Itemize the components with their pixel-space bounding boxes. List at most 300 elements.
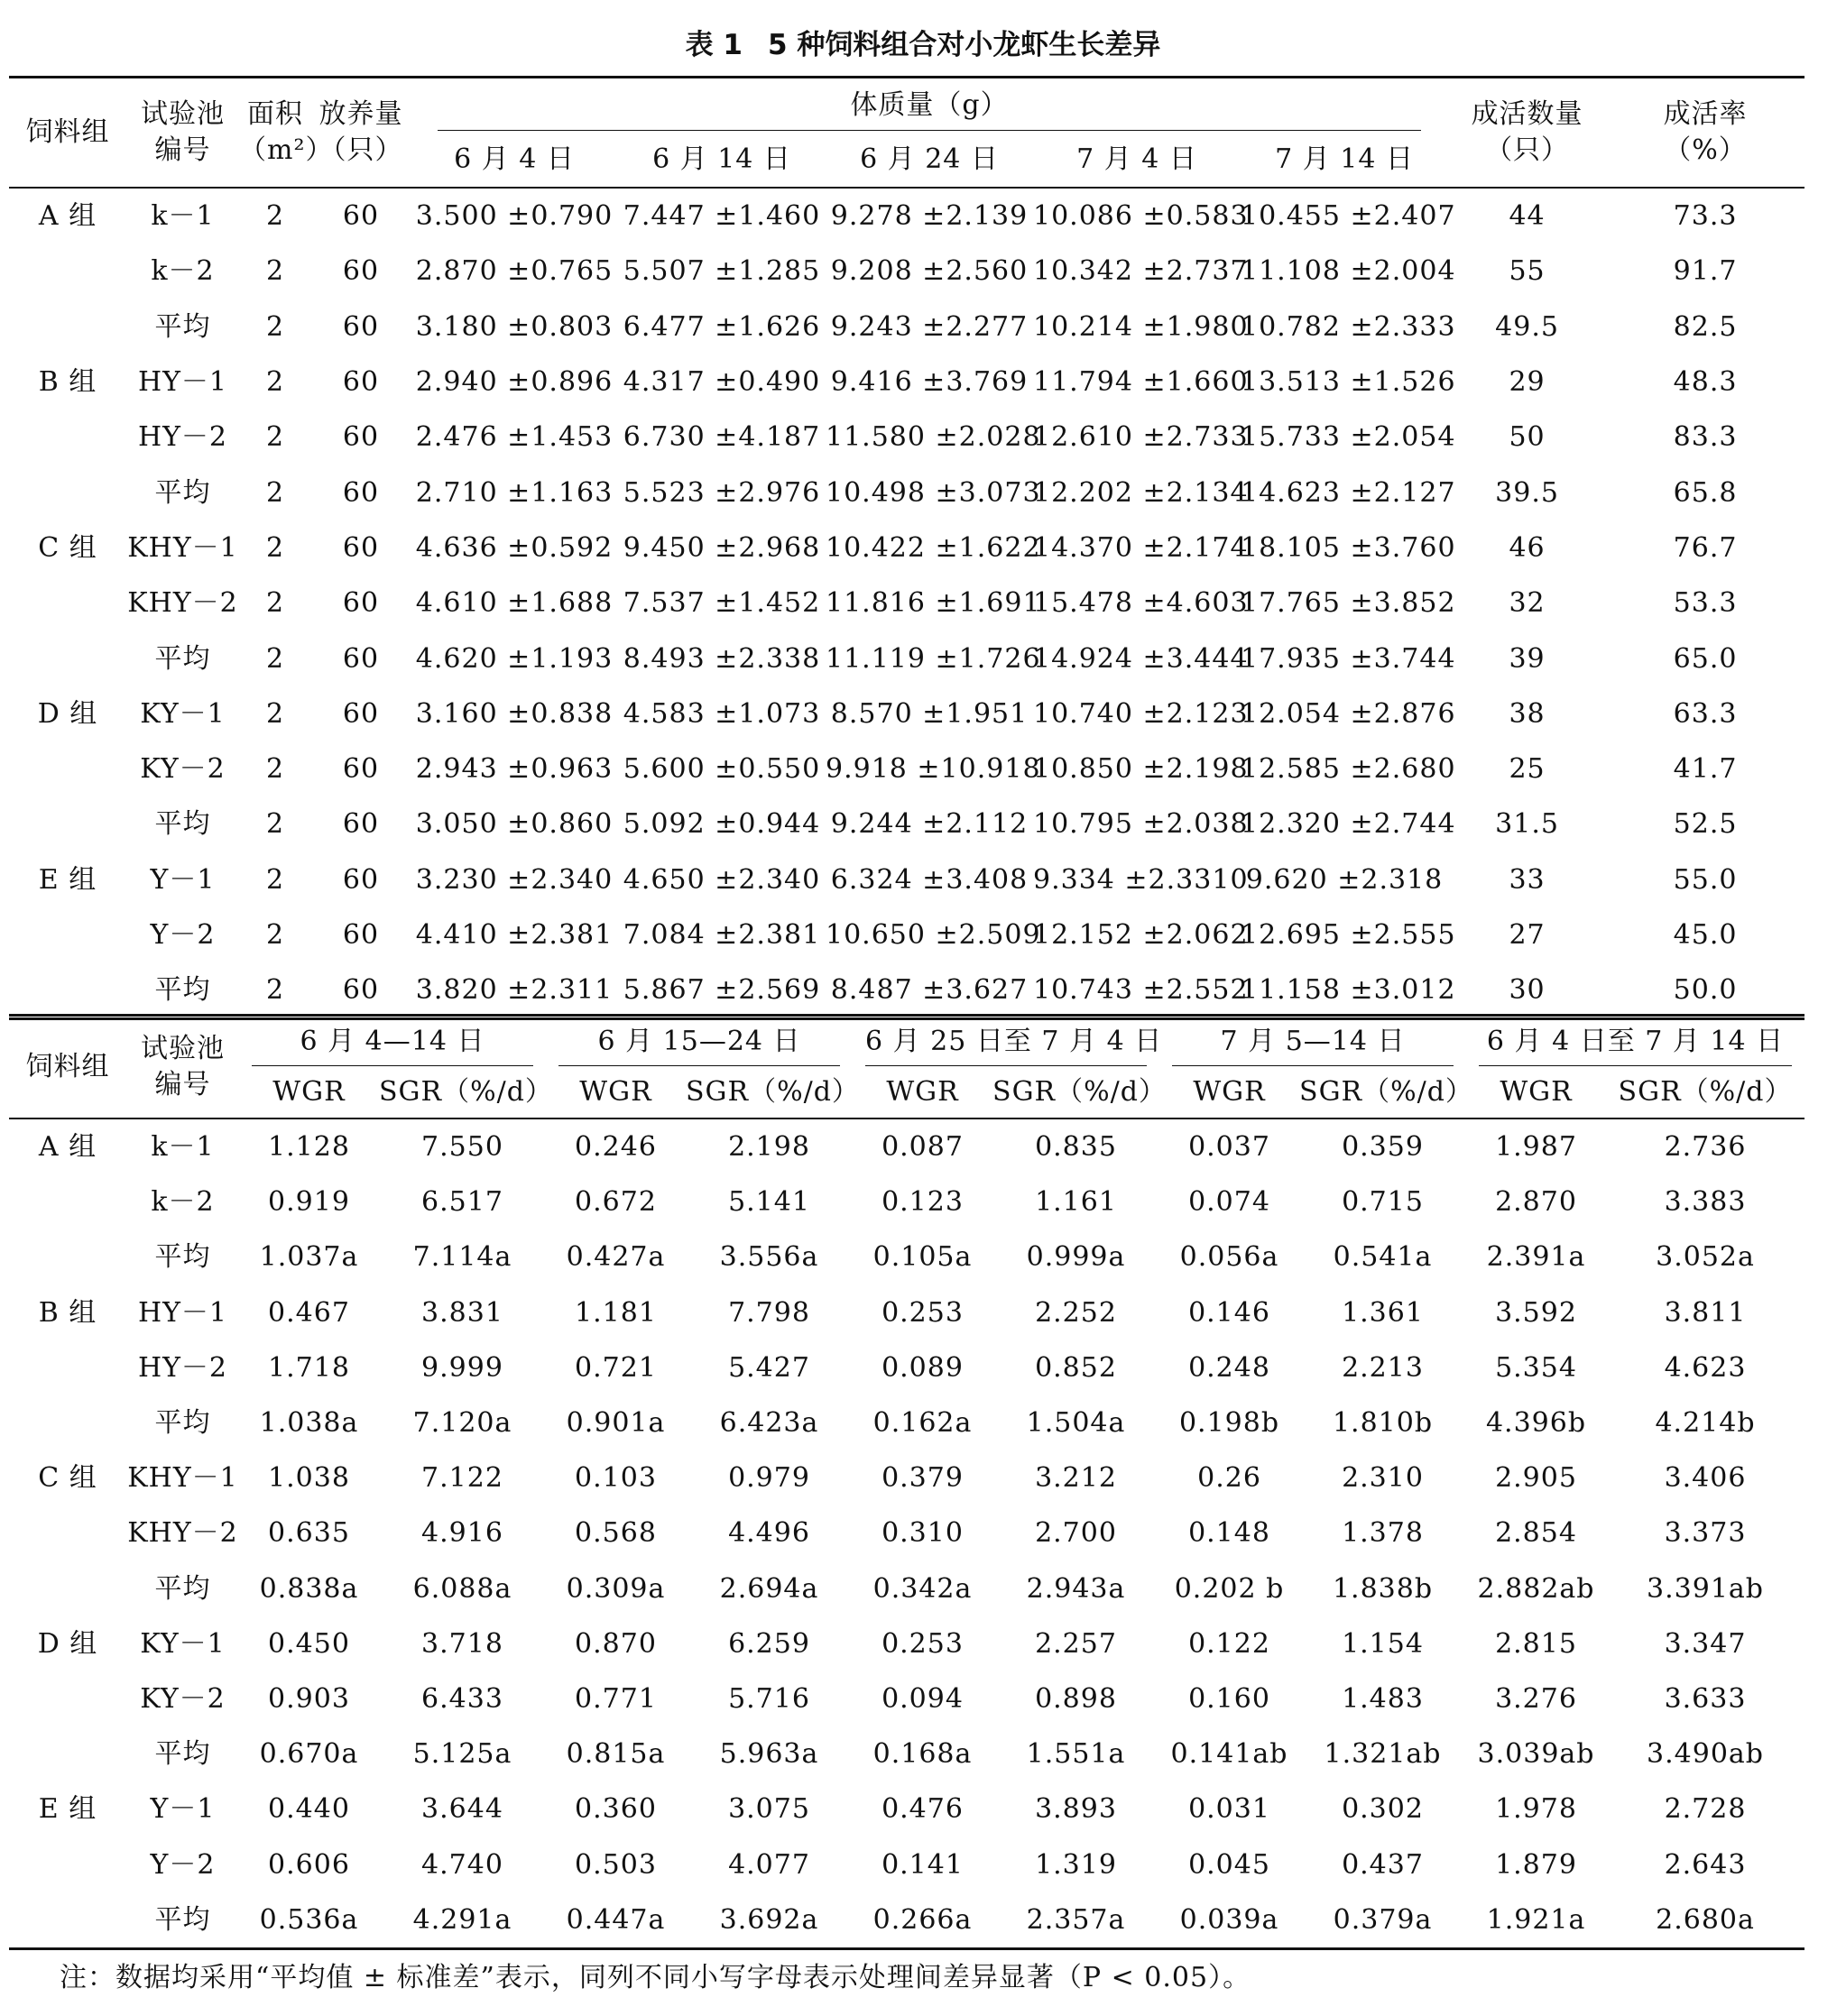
cell-sgr: 3.052a <box>1656 1241 1755 1274</box>
cell-area: 2 <box>265 476 285 509</box>
cell-mass-jun4: 3.820 ±2.311 <box>415 974 614 1007</box>
cell-survival-rate: 83.3 <box>1673 421 1738 454</box>
header-wgr: WGR <box>1466 1067 1606 1118</box>
cell-mass-jun24: 9.918 ±10.918 <box>826 753 1041 786</box>
cell-group <box>9 244 126 299</box>
cell-group <box>9 465 126 520</box>
cell-sgr: 3.633 <box>1664 1682 1747 1715</box>
table-row <box>9 520 1804 575</box>
cell-area: 2 <box>265 697 285 730</box>
cell-sgr: 1.810b <box>1332 1407 1434 1440</box>
header-wgr: WGR <box>546 1067 686 1118</box>
cell-sgr: 3.075 <box>728 1793 810 1826</box>
cell-mass-jul14: 11.108 ±2.004 <box>1241 255 1456 288</box>
cell-pond: KHY－2 <box>127 587 238 620</box>
cell-wgr: 1.038 <box>268 1462 350 1495</box>
cell-group <box>9 299 126 354</box>
cell-wgr: 0.721 <box>575 1351 657 1384</box>
cell-pond: 平均 <box>154 642 211 675</box>
cell-sgr: 3.692a <box>719 1903 819 1936</box>
cell-wgr: 2.391a <box>1486 1241 1586 1274</box>
cell-survive-count: 25 <box>1509 753 1546 786</box>
cell-pond: 平均 <box>154 1241 211 1274</box>
cell-sgr: 4.916 <box>421 1517 503 1550</box>
cell-sgr: 3.718 <box>421 1627 503 1660</box>
header-survive-count: 成活数量 （只） <box>1448 78 1606 189</box>
table-row <box>9 852 1804 907</box>
cell-sgr: 3.373 <box>1664 1517 1747 1550</box>
header-date: 6 月 4 日 <box>411 133 618 188</box>
cell-sgr: 4.214b <box>1655 1407 1756 1440</box>
cell-wgr: 0.467 <box>268 1296 350 1329</box>
cell-sgr: 2.700 <box>1035 1517 1117 1550</box>
cell-sgr: 7.122 <box>421 1462 503 1495</box>
cell-mass-jul14: 10.782 ±2.333 <box>1241 310 1456 343</box>
cell-wgr: 0.105a <box>872 1241 973 1274</box>
cell-mass-jun24: 8.570 ±1.951 <box>830 697 1029 730</box>
cell-sgr: 0.541a <box>1333 1241 1433 1274</box>
header-period: 6 月 4—14 日 <box>239 1016 546 1068</box>
cell-group: E 组 <box>38 1793 97 1826</box>
cell-mass-jun4: 4.610 ±1.688 <box>415 587 614 620</box>
cell-survival-rate: 50.0 <box>1673 974 1738 1007</box>
cell-wgr: 0.26 <box>1197 1462 1261 1495</box>
cell-wgr: 0.266a <box>872 1903 973 1936</box>
cell-sgr: 3.644 <box>421 1793 503 1826</box>
growth-rate-rows <box>9 1118 1804 1948</box>
table-row <box>9 1505 1804 1560</box>
cell-mass-jul4: 10.850 ±2.198 <box>1033 753 1249 786</box>
cell-wgr: 0.253 <box>881 1296 964 1329</box>
cell-wgr: 3.039ab <box>1477 1738 1595 1771</box>
cell-sgr: 4.740 <box>421 1848 503 1881</box>
cell-pond: 平均 <box>154 1738 211 1771</box>
cell-wgr: 2.815 <box>1495 1627 1577 1660</box>
cell-sgr: 6.517 <box>421 1186 503 1219</box>
cell-area: 2 <box>265 919 285 951</box>
cell-wgr: 0.309a <box>566 1572 666 1605</box>
cell-sgr: 6.088a <box>412 1572 512 1605</box>
cell-sgr: 2.694a <box>719 1572 819 1605</box>
cell-survive-count: 27 <box>1509 919 1546 951</box>
cell-sgr: 3.383 <box>1664 1186 1747 1219</box>
cell-wgr: 1.978 <box>1495 1793 1577 1826</box>
cell-sgr: 1.483 <box>1342 1682 1424 1715</box>
cell-pond: HY－2 <box>137 1351 228 1384</box>
cell-wgr: 5.354 <box>1495 1351 1577 1384</box>
cell-mass-jun24: 9.243 ±2.277 <box>830 310 1029 343</box>
header-stock: 放养量 （只） <box>311 78 411 189</box>
cell-survival-rate: 65.0 <box>1673 642 1738 675</box>
cell-survival-rate: 53.3 <box>1673 587 1738 620</box>
cell-group <box>9 410 126 465</box>
cell-sgr: 7.114a <box>412 1241 512 1274</box>
cell-wgr: 0.427a <box>566 1241 666 1274</box>
cell-group <box>9 1395 126 1450</box>
cell-sgr: 9.999 <box>421 1351 503 1384</box>
cell-mass-jun14: 9.450 ±2.968 <box>623 531 821 564</box>
cell-mass-jul4: 9.334 ±2.3310 <box>1033 863 1249 896</box>
cell-wgr: 0.670a <box>259 1738 359 1771</box>
cell-sgr: 3.212 <box>1035 1462 1117 1495</box>
cell-group <box>9 1174 126 1229</box>
cell-group <box>9 1505 126 1560</box>
table-row <box>9 1781 1804 1836</box>
cell-mass-jul4: 12.202 ±2.134 <box>1033 476 1249 509</box>
cell-wgr: 0.606 <box>268 1848 350 1881</box>
cell-survive-count: 44 <box>1509 200 1546 233</box>
cell-mass-jun4: 2.710 ±1.163 <box>415 476 614 509</box>
cell-mass-jun24: 11.119 ±1.726 <box>826 642 1041 675</box>
cell-survival-rate: 55.0 <box>1673 863 1738 896</box>
cell-pond: KY－2 <box>140 753 226 786</box>
table-row <box>9 1340 1804 1395</box>
cell-pond: KY－2 <box>140 1682 226 1715</box>
cell-mass-jun14: 5.507 ±1.285 <box>623 255 821 288</box>
cell-mass-jul14: 12.585 ±2.680 <box>1241 753 1456 786</box>
cell-sgr: 0.359 <box>1342 1131 1424 1164</box>
header-group: 饲料组 <box>9 1016 126 1119</box>
cell-group <box>9 1229 126 1284</box>
cell-mass-jun14: 4.583 ±1.073 <box>623 697 821 730</box>
cell-group <box>9 1561 126 1616</box>
cell-area: 2 <box>265 421 285 454</box>
cell-area: 2 <box>265 808 285 841</box>
cell-wgr: 0.160 <box>1188 1682 1270 1715</box>
cell-survival-rate: 52.5 <box>1673 808 1738 841</box>
cell-mass-jun24: 11.816 ±1.691 <box>826 587 1041 620</box>
cell-survive-count: 32 <box>1509 587 1546 620</box>
cell-survive-count: 33 <box>1509 863 1546 896</box>
cell-mass-jul4: 11.794 ±1.660 <box>1033 366 1249 399</box>
cell-wgr: 0.148 <box>1188 1517 1270 1550</box>
header-wgr: WGR <box>1159 1067 1299 1118</box>
cell-stock: 60 <box>342 531 380 564</box>
header-sgr: SGR（%/d） <box>1299 1067 1466 1118</box>
cell-pond: Y－1 <box>150 1793 216 1826</box>
cell-wgr: 0.919 <box>268 1186 350 1219</box>
cell-wgr: 0.056a <box>1179 1241 1279 1274</box>
cell-stock: 60 <box>342 366 380 399</box>
cell-group: C 组 <box>38 1462 97 1495</box>
cell-stock: 60 <box>342 863 380 896</box>
cell-survive-count: 55 <box>1509 255 1546 288</box>
cell-wgr: 0.901a <box>566 1407 666 1440</box>
cell-wgr: 0.771 <box>575 1682 657 1715</box>
cell-survive-count: 30 <box>1509 974 1546 1007</box>
cell-mass-jun24: 8.487 ±3.627 <box>830 974 1029 1007</box>
cell-survival-rate: 82.5 <box>1673 310 1738 343</box>
header-wgr: WGR <box>853 1067 992 1118</box>
cell-wgr: 1.879 <box>1495 1848 1577 1881</box>
cell-group: D 组 <box>37 697 98 730</box>
cell-stock: 60 <box>342 919 380 951</box>
cell-wgr: 1.921a <box>1486 1903 1586 1936</box>
cell-survival-rate: 41.7 <box>1673 753 1738 786</box>
cell-sgr: 2.943a <box>1026 1572 1126 1605</box>
cell-group <box>9 1726 126 1781</box>
table-row <box>9 354 1804 410</box>
cell-mass-jul4: 10.795 ±2.038 <box>1033 808 1249 841</box>
cell-sgr: 2.213 <box>1342 1351 1424 1384</box>
cell-wgr: 1.181 <box>575 1296 657 1329</box>
cell-mass-jun4: 3.050 ±0.860 <box>415 808 614 841</box>
cell-sgr: 1.551a <box>1026 1738 1126 1771</box>
cell-wgr: 1.037a <box>259 1241 359 1274</box>
cell-wgr: 0.141ab <box>1170 1738 1288 1771</box>
cell-wgr: 0.074 <box>1188 1186 1270 1219</box>
cell-pond: 平均 <box>154 1407 211 1440</box>
cell-sgr: 0.999a <box>1026 1241 1126 1274</box>
cell-group: D 组 <box>37 1627 98 1660</box>
cell-wgr: 3.276 <box>1495 1682 1577 1715</box>
cell-stock: 60 <box>342 200 380 233</box>
cell-mass-jun14: 7.447 ±1.460 <box>623 200 821 233</box>
cell-mass-jul14: 10.455 ±2.407 <box>1241 200 1456 233</box>
body-mass-table <box>9 76 1804 1020</box>
cell-sgr: 4.291a <box>412 1903 512 1936</box>
cell-group <box>9 1892 126 1949</box>
cell-mass-jun24: 6.324 ±3.408 <box>830 863 1029 896</box>
cell-area: 2 <box>265 366 285 399</box>
cell-wgr: 0.162a <box>872 1407 973 1440</box>
cell-wgr: 2.882ab <box>1477 1572 1595 1605</box>
cell-group <box>9 796 126 852</box>
header-group: 饲料组 <box>9 78 126 189</box>
cell-group: A 组 <box>38 1131 97 1164</box>
cell-wgr: 0.476 <box>881 1793 964 1826</box>
cell-area: 2 <box>265 863 285 896</box>
cell-sgr: 1.361 <box>1342 1296 1424 1329</box>
cell-wgr: 0.310 <box>881 1517 964 1550</box>
cell-area: 2 <box>265 531 285 564</box>
cell-wgr: 2.905 <box>1495 1462 1577 1495</box>
table-row <box>9 1892 1804 1949</box>
table-caption: 5 种饲料组合对小龙虾生长差异 <box>768 29 1161 61</box>
cell-area: 2 <box>265 587 285 620</box>
cell-group <box>9 1671 126 1726</box>
cell-pond: Y－2 <box>150 919 216 951</box>
cell-mass-jun4: 4.410 ±2.381 <box>415 919 614 951</box>
cell-mass-jul14: 13.513 ±1.526 <box>1241 366 1456 399</box>
cell-wgr: 0.168a <box>872 1738 973 1771</box>
cell-sgr: 4.623 <box>1664 1351 1747 1384</box>
cell-pond: HY－1 <box>137 366 228 399</box>
table-row <box>9 1561 1804 1616</box>
cell-sgr: 5.427 <box>728 1351 810 1384</box>
cell-sgr: 1.321ab <box>1324 1738 1442 1771</box>
cell-wgr: 0.089 <box>881 1351 964 1384</box>
cell-wgr: 0.635 <box>268 1517 350 1550</box>
cell-mass-jun14: 7.537 ±1.452 <box>623 587 821 620</box>
cell-wgr: 0.037 <box>1188 1131 1270 1164</box>
cell-wgr: 0.094 <box>881 1682 964 1715</box>
cell-wgr: 0.087 <box>881 1131 964 1164</box>
table-row <box>9 1285 1804 1340</box>
cell-pond: k－2 <box>151 1186 215 1219</box>
cell-sgr: 0.979 <box>728 1462 810 1495</box>
cell-survival-rate: 48.3 <box>1673 366 1738 399</box>
cell-mass-jun4: 2.940 ±0.896 <box>415 366 614 399</box>
cell-sgr: 1.504a <box>1026 1407 1126 1440</box>
cell-area: 2 <box>265 310 285 343</box>
cell-sgr: 7.550 <box>421 1131 503 1164</box>
cell-sgr: 0.379a <box>1333 1903 1433 1936</box>
cell-survive-count: 49.5 <box>1495 310 1559 343</box>
cell-survive-count: 39 <box>1509 642 1546 675</box>
cell-mass-jul4: 12.610 ±2.733 <box>1033 421 1249 454</box>
cell-wgr: 0.122 <box>1188 1627 1270 1660</box>
cell-mass-jul14: 18.105 ±3.760 <box>1241 531 1456 564</box>
cell-wgr: 1.128 <box>268 1131 350 1164</box>
table-row <box>9 1118 1804 1174</box>
cell-stock: 60 <box>342 255 380 288</box>
cell-stock: 60 <box>342 476 380 509</box>
table-row <box>9 741 1804 796</box>
cell-group <box>9 631 126 686</box>
cell-area: 2 <box>265 753 285 786</box>
cell-mass-jun14: 4.650 ±2.340 <box>623 863 821 896</box>
header-sgr: SGR（%/d） <box>992 1067 1159 1118</box>
cell-survival-rate: 73.3 <box>1673 200 1738 233</box>
table-row <box>9 962 1804 1019</box>
cell-pond: k－1 <box>151 1131 215 1164</box>
cell-sgr: 2.252 <box>1035 1296 1117 1329</box>
cell-mass-jul14: 11.158 ±3.012 <box>1241 974 1456 1007</box>
table-row <box>9 1395 1804 1450</box>
cell-mass-jun4: 2.476 ±1.453 <box>415 421 614 454</box>
cell-wgr: 0.039a <box>1179 1903 1279 1936</box>
cell-wgr: 0.031 <box>1188 1793 1270 1826</box>
cell-mass-jun24: 10.422 ±1.622 <box>826 531 1041 564</box>
cell-mass-jun4: 3.230 ±2.340 <box>415 863 614 896</box>
cell-wgr: 0.123 <box>881 1186 964 1219</box>
header-area: 面积 （m²） <box>239 78 311 189</box>
cell-survive-count: 29 <box>1509 366 1546 399</box>
growth-rate-table <box>9 1014 1804 1950</box>
cell-sgr: 3.347 <box>1664 1627 1747 1660</box>
cell-wgr: 0.141 <box>881 1848 964 1881</box>
header-mass: 体质量（g） <box>411 78 1448 133</box>
cell-pond: HY－1 <box>137 1296 228 1329</box>
cell-mass-jun14: 5.867 ±2.569 <box>623 974 821 1007</box>
cell-wgr: 0.903 <box>268 1682 350 1715</box>
header-pond: 试验池 编号 <box>126 78 239 189</box>
cell-group: B 组 <box>38 1296 97 1329</box>
cell-mass-jun24: 10.650 ±2.509 <box>826 919 1041 951</box>
cell-wgr: 0.503 <box>575 1848 657 1881</box>
cell-stock: 60 <box>342 421 380 454</box>
cell-mass-jun4: 2.870 ±0.765 <box>415 255 614 288</box>
cell-mass-jul4: 10.740 ±2.123 <box>1033 697 1249 730</box>
cell-survive-count: 38 <box>1509 697 1546 730</box>
cell-group <box>9 575 126 631</box>
table-row <box>9 1616 1804 1671</box>
cell-wgr: 0.870 <box>575 1627 657 1660</box>
cell-mass-jun14: 6.477 ±1.626 <box>623 310 821 343</box>
cell-sgr: 0.898 <box>1035 1682 1117 1715</box>
cell-survive-count: 46 <box>1509 531 1546 564</box>
cell-mass-jul4: 10.743 ±2.552 <box>1033 974 1249 1007</box>
cell-mass-jun4: 2.943 ±0.963 <box>415 753 614 786</box>
cell-pond: KHY－1 <box>127 531 238 564</box>
cell-mass-jun24: 10.498 ±3.073 <box>826 476 1041 509</box>
cell-area: 2 <box>265 974 285 1007</box>
cell-wgr: 4.396b <box>1485 1407 1587 1440</box>
cell-pond: 平均 <box>154 974 211 1007</box>
table-row <box>9 686 1804 741</box>
cell-sgr: 2.357a <box>1026 1903 1126 1936</box>
body-mass-rows <box>9 188 1804 1019</box>
header-sgr: SGR（%/d） <box>1606 1067 1804 1118</box>
table-row <box>9 1450 1804 1505</box>
cell-mass-jul14: 9.620 ±2.318 <box>1245 863 1444 896</box>
cell-mass-jun4: 3.160 ±0.838 <box>415 697 614 730</box>
cell-wgr: 1.718 <box>268 1351 350 1384</box>
table-row <box>9 575 1804 631</box>
cell-sgr: 1.154 <box>1342 1627 1424 1660</box>
cell-sgr: 1.838b <box>1332 1572 1434 1605</box>
cell-wgr: 1.038a <box>259 1407 359 1440</box>
cell-mass-jul14: 15.733 ±2.054 <box>1241 421 1456 454</box>
cell-area: 2 <box>265 642 285 675</box>
header-period: 6 月 25 日至 7 月 4 日 <box>853 1016 1159 1068</box>
cell-sgr: 5.963a <box>719 1738 819 1771</box>
cell-sgr: 0.437 <box>1342 1848 1424 1881</box>
cell-survive-count: 39.5 <box>1495 476 1559 509</box>
cell-sgr: 6.259 <box>728 1627 810 1660</box>
cell-mass-jun14: 5.600 ±0.550 <box>623 753 821 786</box>
cell-wgr: 0.103 <box>575 1462 657 1495</box>
header-sgr: SGR（%/d） <box>686 1067 853 1118</box>
cell-stock: 60 <box>342 310 380 343</box>
cell-group <box>9 1836 126 1892</box>
cell-group <box>9 962 126 1019</box>
cell-wgr: 0.198b <box>1178 1407 1280 1440</box>
growth-subheader-row <box>9 1067 1804 1118</box>
cell-sgr: 3.391ab <box>1647 1572 1764 1605</box>
cell-survival-rate: 65.8 <box>1673 476 1738 509</box>
cell-pond: KHY－2 <box>127 1517 238 1550</box>
cell-stock: 60 <box>342 587 380 620</box>
cell-sgr: 1.319 <box>1035 1848 1117 1881</box>
cell-wgr: 1.987 <box>1495 1131 1577 1164</box>
header-period: 6 月 15—24 日 <box>546 1016 853 1068</box>
cell-pond: k－2 <box>151 255 215 288</box>
cell-group <box>9 907 126 962</box>
cell-wgr: 0.379 <box>881 1462 964 1495</box>
table-row <box>9 410 1804 465</box>
table-row <box>9 907 1804 962</box>
cell-mass-jun14: 4.317 ±0.490 <box>623 366 821 399</box>
cell-mass-jul4: 10.214 ±1.980 <box>1033 310 1249 343</box>
cell-pond: 平均 <box>154 808 211 841</box>
cell-sgr: 6.423a <box>719 1407 819 1440</box>
cell-sgr: 2.736 <box>1664 1131 1747 1164</box>
cell-sgr: 7.798 <box>728 1296 810 1329</box>
cell-wgr: 0.246 <box>575 1131 657 1164</box>
header-wgr: WGR <box>239 1067 379 1118</box>
cell-pond: 平均 <box>154 1903 211 1936</box>
cell-wgr: 0.536a <box>259 1903 359 1936</box>
cell-group: E 组 <box>38 863 97 896</box>
table-row <box>9 188 1804 244</box>
cell-wgr: 0.815a <box>566 1738 666 1771</box>
cell-wgr: 0.342a <box>872 1572 973 1605</box>
cell-wgr: 0.045 <box>1188 1848 1270 1881</box>
table-row <box>9 1726 1804 1781</box>
cell-wgr: 0.672 <box>575 1186 657 1219</box>
